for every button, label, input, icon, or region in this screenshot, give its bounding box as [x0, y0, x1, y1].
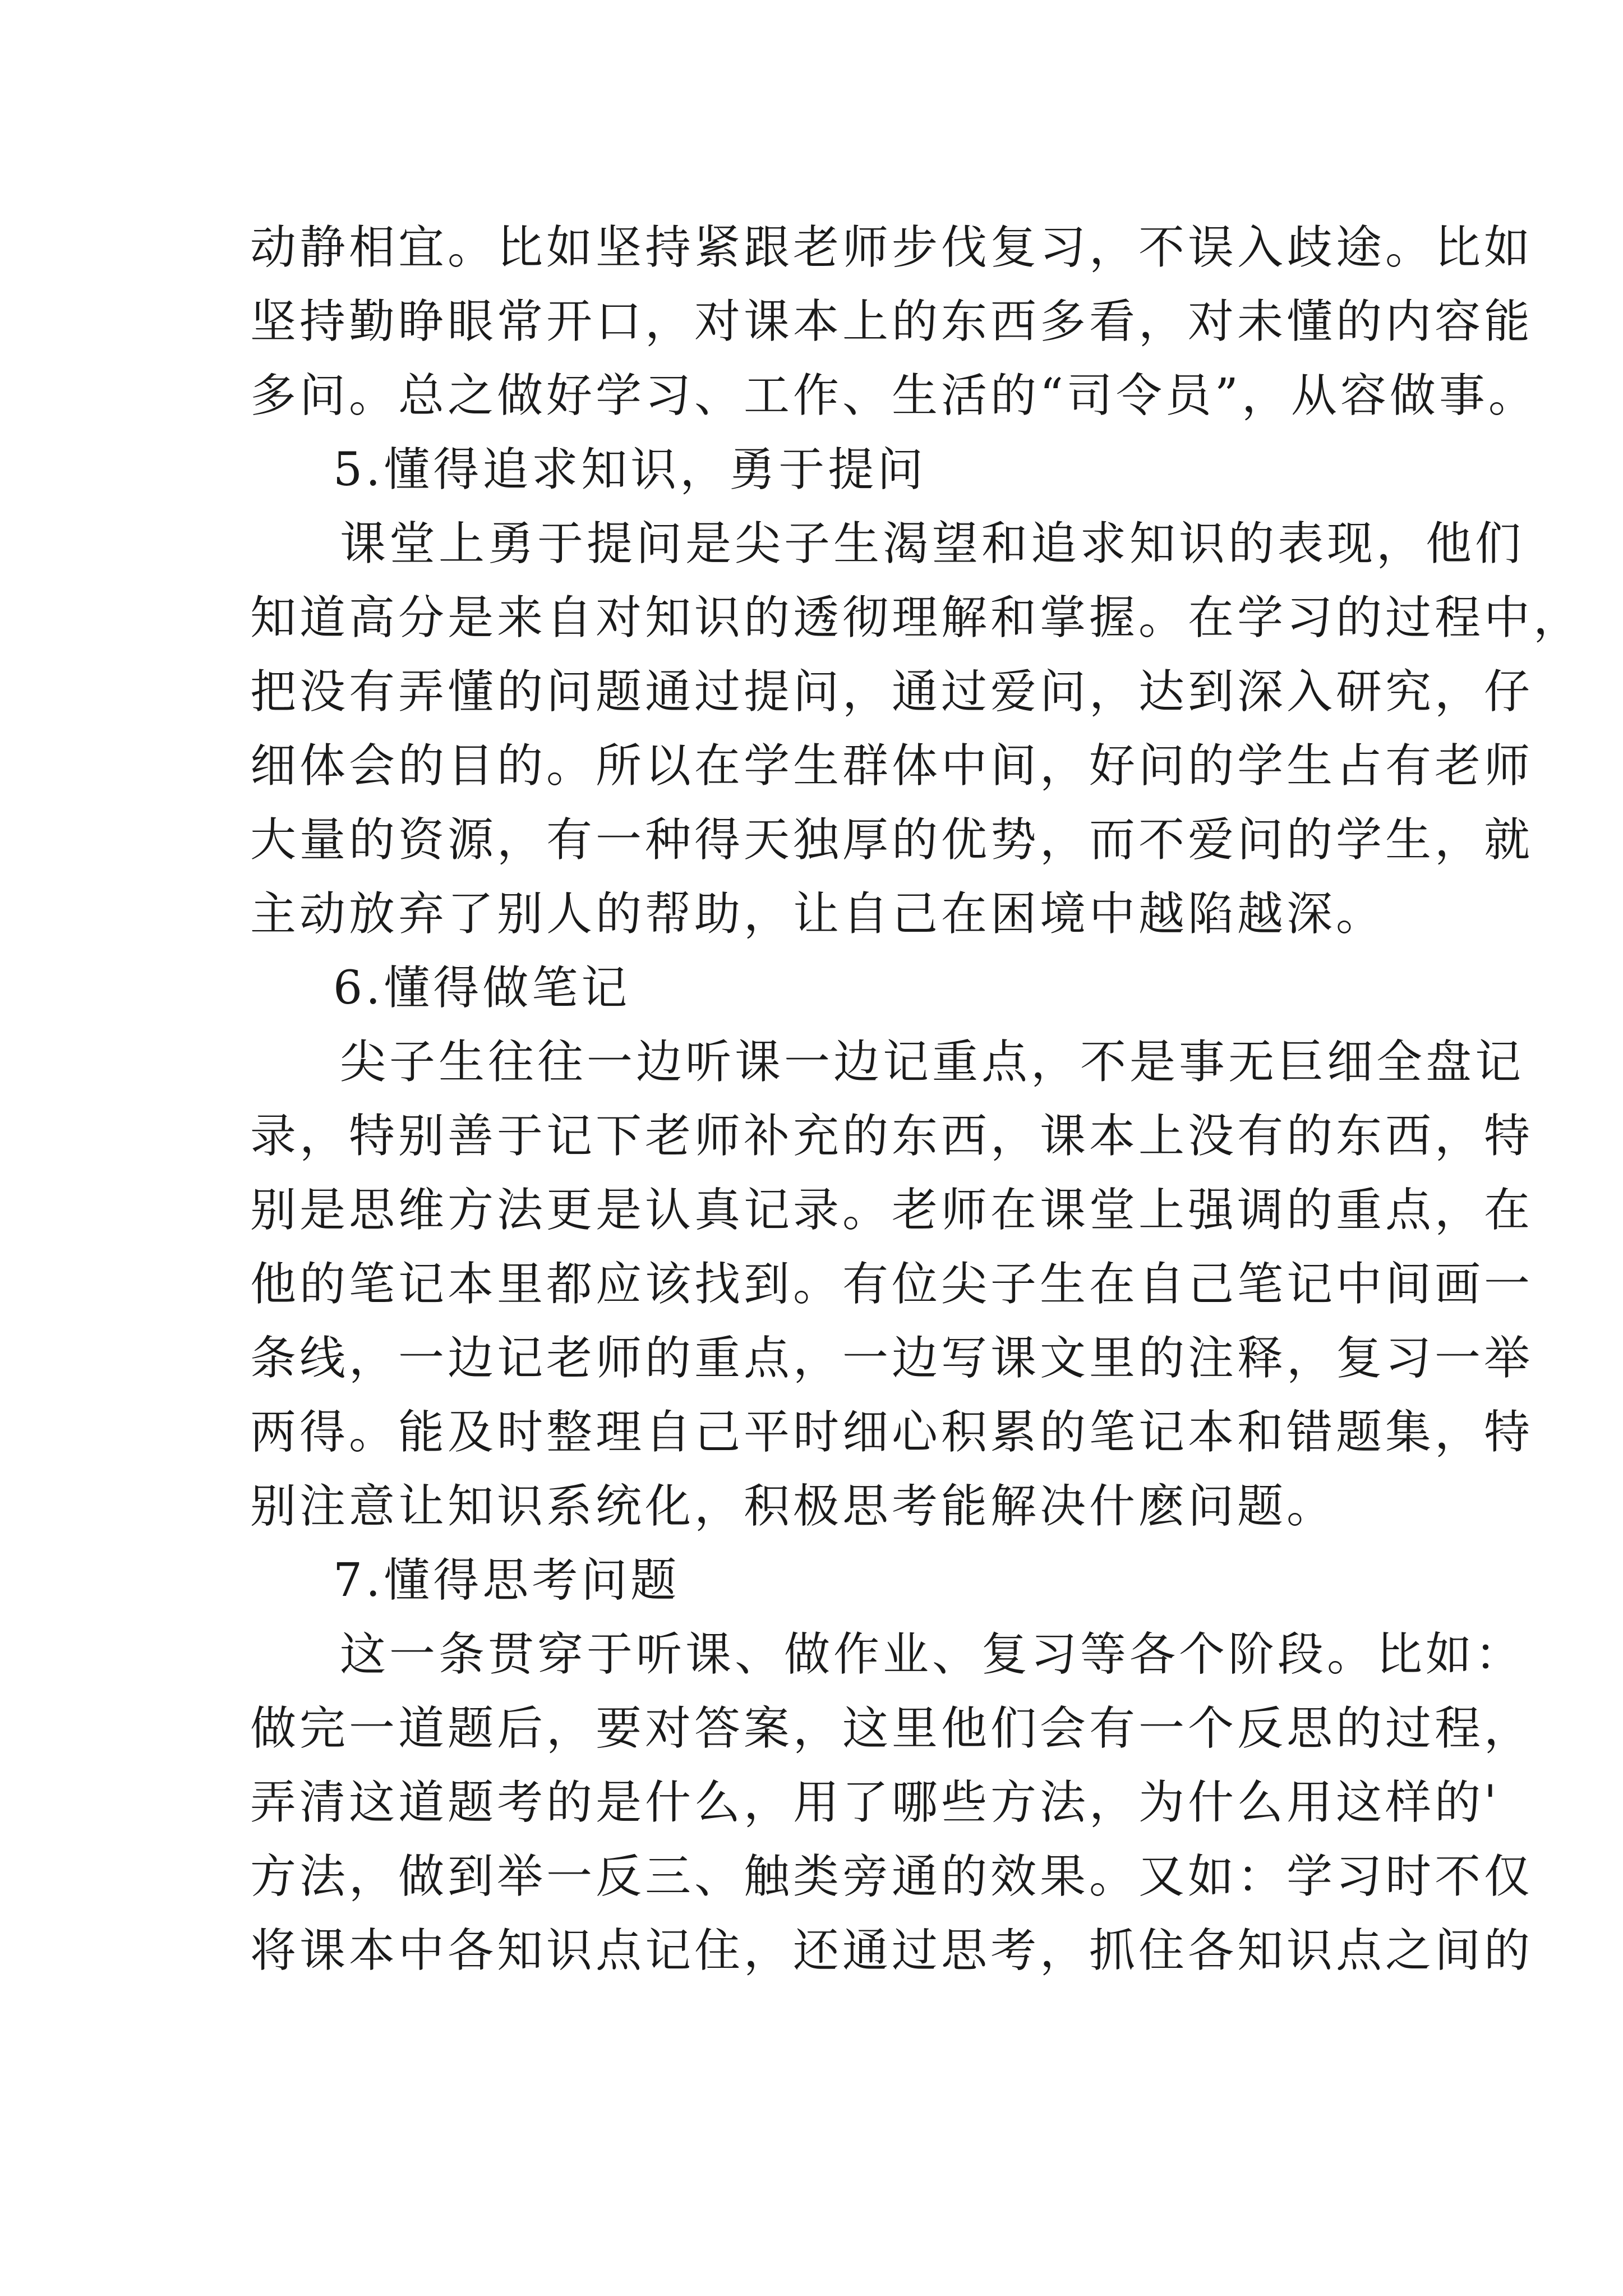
section-heading: 7.懂得思考问题	[333, 1554, 680, 1607]
text-line: 多问。总之做好学习、工作、生活的“司令员”，从容做事。	[250, 369, 1538, 422]
text-line: 方法，做到举一反三、触类旁通的效果。又如：学习时不仅	[250, 1850, 1534, 1903]
text-line: 细体会的目的。所以在学生群体中间，好问的学生占有老师	[250, 739, 1534, 793]
text-line: 两得。能及时整理自己平时细心积累的笔记本和错题集，特	[250, 1406, 1534, 1459]
text-line: 动静相宜。比如坚持紧跟老师步伐复习，不误入歧途。比如	[250, 221, 1534, 274]
section-heading: 5.懂得追求知识，勇于提问	[333, 443, 927, 496]
text-line: 别是思维方法更是认真记录。老师在课堂上强调的重点，在	[250, 1184, 1534, 1237]
document-body	[250, 211, 1583, 1988]
text-line: 将课本中各知识点记住，还通过思考，抓住各知识点之间的	[250, 1924, 1534, 1977]
paragraph-first-line: 这一条贯穿于听课、做作业、复习等各个阶段。比如：	[340, 1628, 1525, 1681]
text-line: 主动放弃了别人的帮助，让自己在困境中越陷越深。	[250, 887, 1386, 941]
section-heading: 6.懂得做笔记	[333, 961, 631, 1015]
text-line: 弄清这道题考的是什么，用了哪些方法，为什么用这样的'	[250, 1776, 1500, 1829]
text-line: 别注意让知识系统化，积极思考能解决什麽问题。	[250, 1480, 1336, 1533]
text-line: 坚持勤睁眼常开口，对课本上的东西多看，对未懂的内容能	[250, 295, 1534, 348]
text-line: 录，特别善于记下老师补充的东西，课本上没有的东西，特	[250, 1110, 1534, 1163]
paragraph-first-line: 尖子生往往一边听课一边记重点，不是事无巨细全盘记	[340, 1036, 1525, 1089]
text-line: 条线，一边记老师的重点，一边写课文里的注释，复习一举	[250, 1332, 1534, 1385]
text-line: 他的笔记本里都应该找到。有位尖子生在自己笔记中间画一	[250, 1258, 1534, 1311]
text-line: 做完一道题后，要对答案，这里他们会有一个反思的过程，	[250, 1702, 1534, 1755]
text-line: 把没有弄懂的问题通过提问，通过爱问，达到深入研究，仔	[250, 665, 1534, 719]
text-line: 知道高分是来自对知识的透彻理解和掌握。在学习的过程中，	[250, 591, 1583, 645]
paragraph-first-line: 课堂上勇于提问是尖子生渴望和追求知识的表现，他们	[340, 517, 1525, 570]
text-line: 大量的资源，有一种得天独厚的优势，而不爱问的学生，就	[250, 813, 1534, 867]
